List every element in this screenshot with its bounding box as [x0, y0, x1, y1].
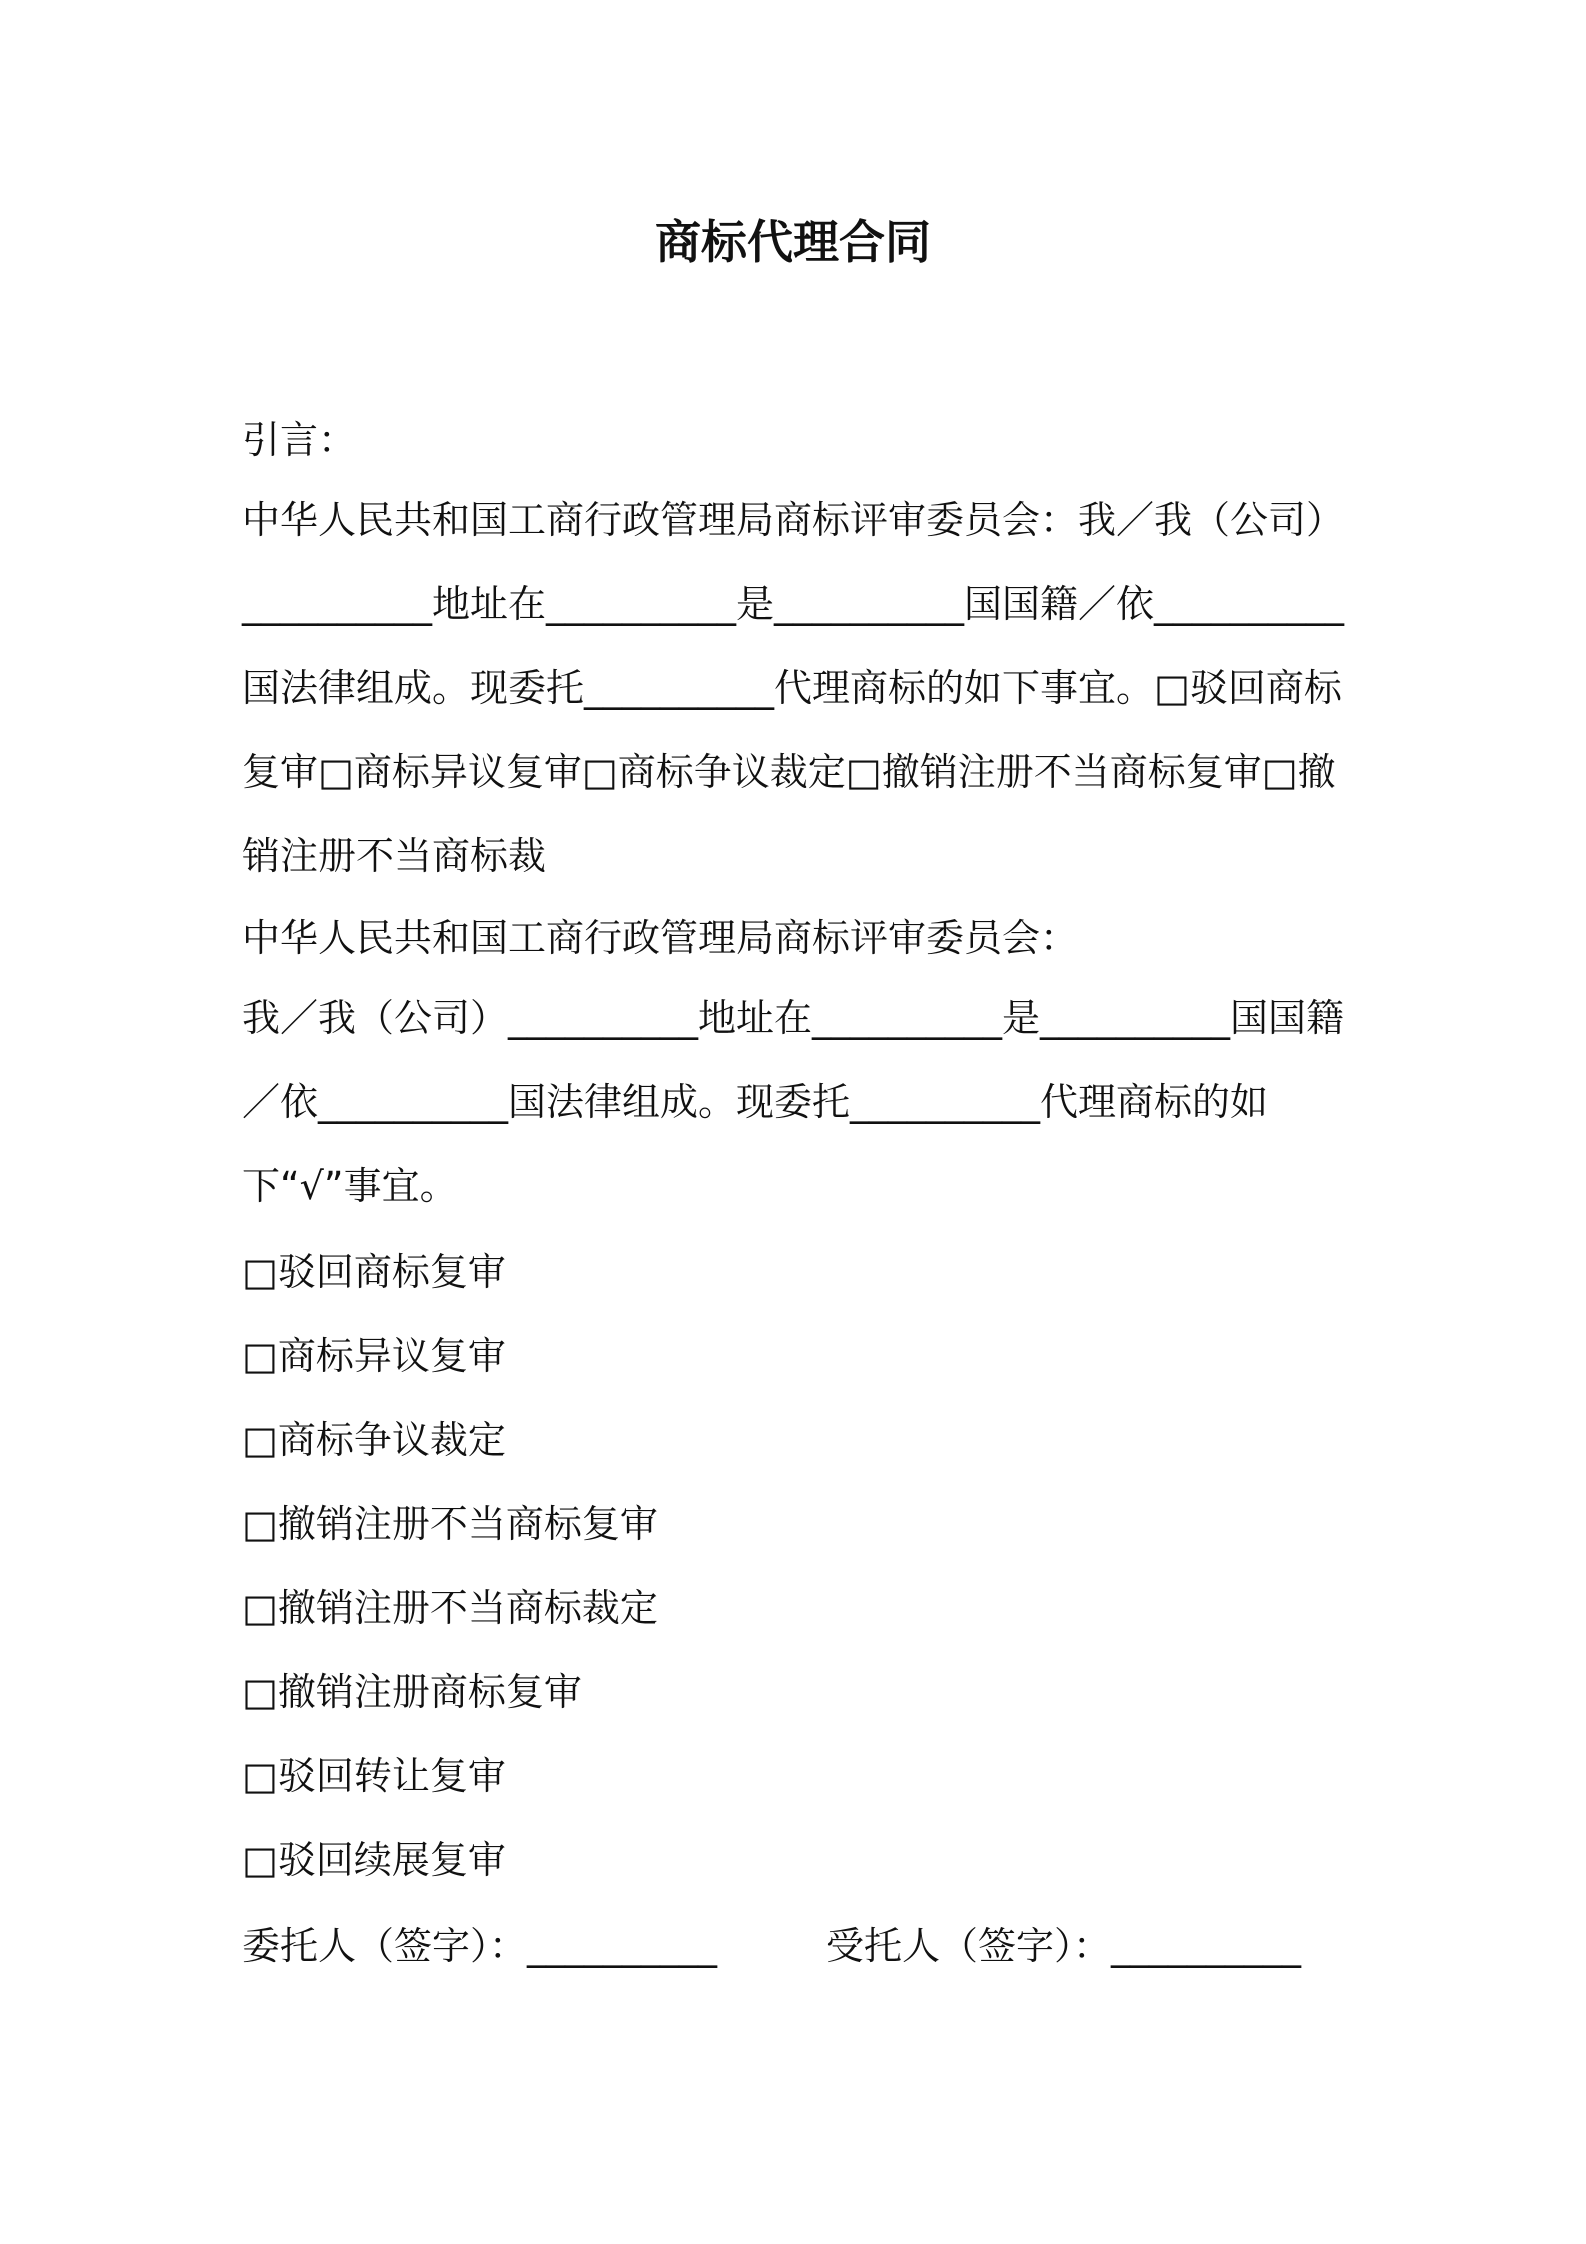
intro-label: 引言： — [242, 418, 357, 462]
option-item: □驳回续展复审 — [242, 1838, 506, 1882]
option-item: □撤销注册商标复审 — [242, 1670, 582, 1714]
paragraph-2: 我／我（公司）__________地址在__________是__________国国籍／依__________国法律组成。现委托__________代理商标的如下“√”事宜。 — [242, 996, 1345, 1208]
option-item: □商标争议裁定 — [242, 1418, 506, 1462]
principal-signature: 委托人（签字）：__________ — [242, 1924, 718, 1968]
option-item: □商标异议复审 — [242, 1334, 506, 1378]
option-item: □驳回商标复审 — [242, 1250, 506, 1294]
document-title: 商标代理合同 — [655, 215, 931, 269]
option-item: □驳回转让复审 — [242, 1754, 506, 1798]
option-item: □撤销注册不当商标复审 — [242, 1502, 658, 1546]
paragraph-1: 中华人民共和国工商行政管理局商标评审委员会：我／我（公司）__________地址在__________是__________国国籍／依__________国法律组成。现委托__________代理商标的如下事宜。□驳回商标复审□商标异议复审□商标争议裁定□撤销注册不当商标复审□撤销注册不当商标裁 — [242, 498, 1345, 878]
option-item: □撤销注册不当商标裁定 — [242, 1586, 658, 1630]
addressee: 中华人民共和国工商行政管理局商标评审委员会： — [242, 916, 1079, 960]
agent-signature: 受托人（签字）：__________ — [826, 1924, 1302, 1968]
